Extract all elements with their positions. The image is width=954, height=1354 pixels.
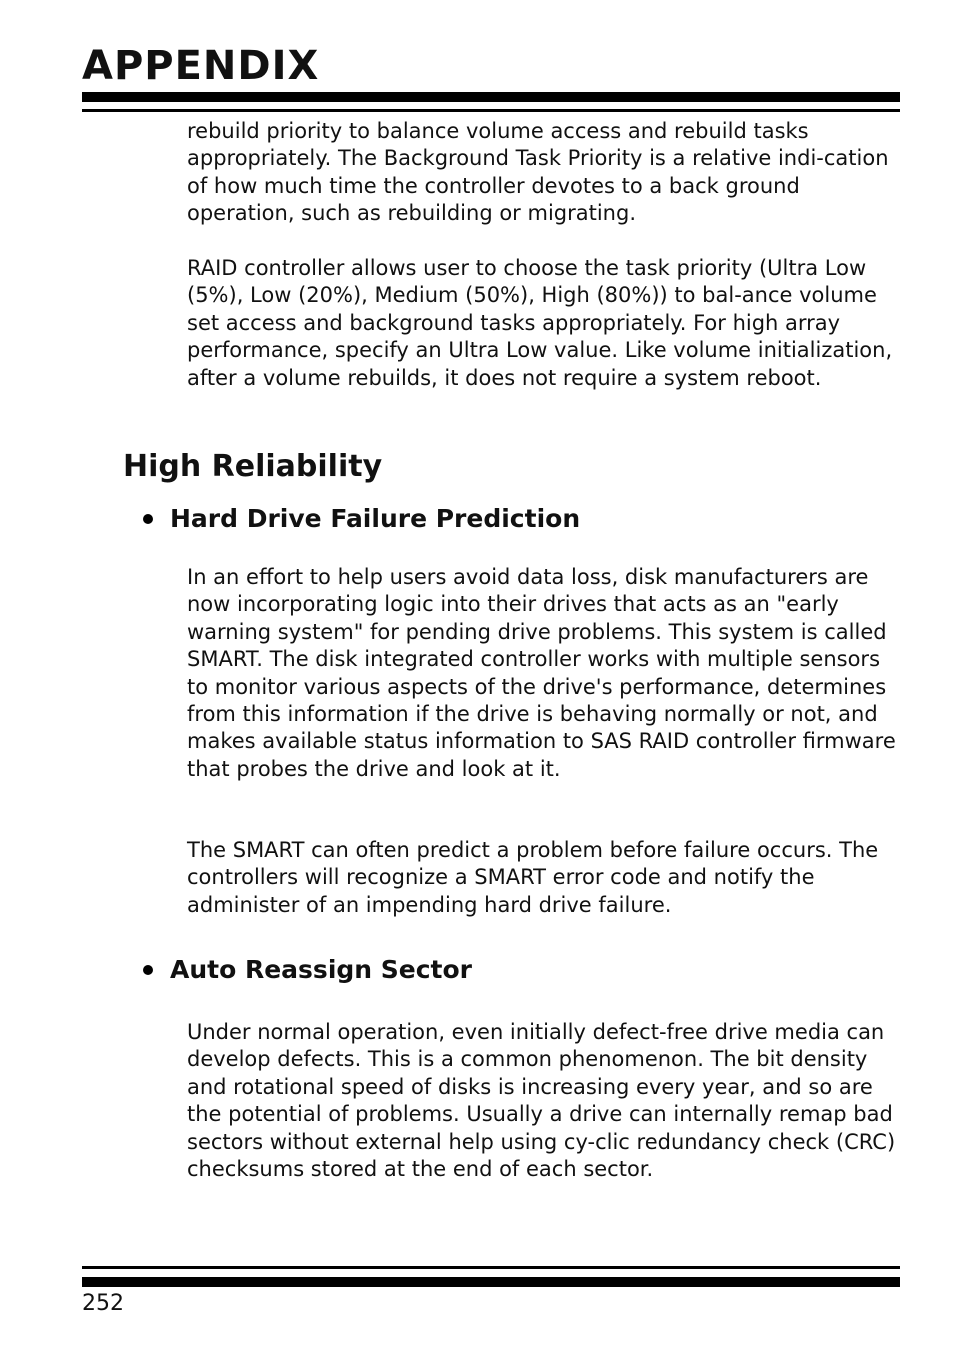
header-rule-thin: [82, 109, 900, 112]
section-title: High Reliability: [123, 449, 383, 484]
footer-rule-thin: [82, 1266, 900, 1269]
failure-prediction-paragraph-2: The SMART can often predict a problem before failure occurs. The controllers will recognize a SMART error code and notify the administer of an impending hard drive failure.: [187, 838, 879, 917]
header-rule-thick: [82, 92, 900, 102]
subsection-title-text: Hard Drive Failure Prediction: [170, 504, 581, 533]
auto-reassign-paragraph-1: Under normal operation, even initially defect-free drive media can develop defects. This is a common phenomenon. The bit density and rotational speed of disks is increasing every year, and so are the potential of problems. Usually a drive can internally remap bad sectors without external help using cy-clic redundancy check (CRC) checksums stored at the end of each sector.: [187, 1020, 896, 1182]
subsection-title-auto-reassign: [141, 954, 472, 986]
intro-paragraph-1: rebuild priority to balance volume access and rebuild tasks appropriately. The Background Task Priority is a relative indi-cation of how much time the controller devotes to a back ground operation, such as rebuilding or migrating.: [187, 119, 889, 226]
subsection-title-text: Auto Reassign Sector: [170, 955, 473, 984]
failure-prediction-paragraph-1: In an effort to help users avoid data loss, disk manufacturers are now incorporating logic into their drives that acts as an "early warning system" for pending drive problems. This system is called SMART. The disk integrated controller works with multiple sensors to monitor various aspects of the drive's performance, determines from this information if the drive is behaving normally or not, and makes available status information to SAS RAID controller firmware that probes the drive and look at it.: [187, 565, 896, 781]
bullet-icon: [143, 514, 153, 524]
intro-paragraph-2: RAID controller allows user to choose the task priority (Ultra Low (5%), Low (20%), Medium (50%), High (80%)) to bal-ance volume set access and background tasks appropriately. For high array performance, specify an Ultra Low value. Like volume initialization, after a volume rebuilds, it does not require a system reboot.: [187, 256, 893, 390]
subsection-title-failure-prediction: [141, 503, 580, 535]
bullet-icon: [143, 965, 153, 975]
page-header-title: APPENDIX: [82, 43, 320, 89]
page-number: 252: [82, 1291, 124, 1316]
footer-rule-thick: [82, 1277, 900, 1287]
